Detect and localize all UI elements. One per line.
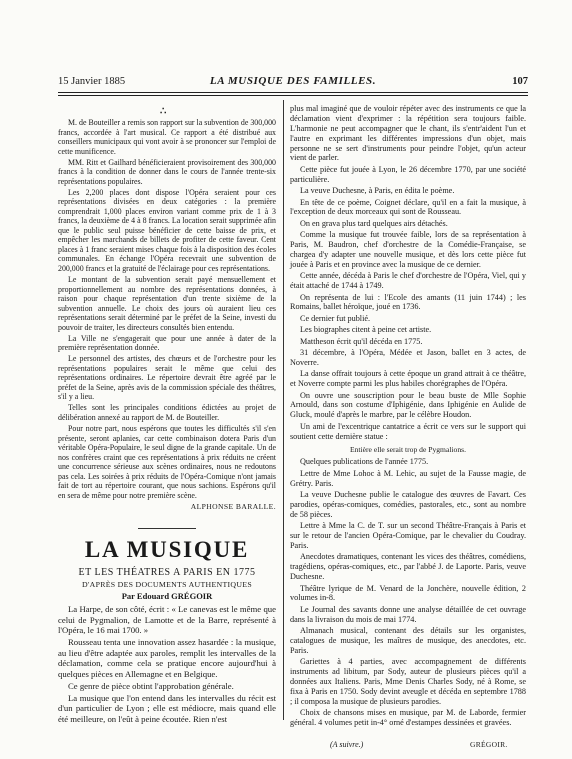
paragraph: Un ami de l'excentrique cantatrice a écrit ce vers sur le support qui soutient cette dernière statue :: [290, 421, 526, 441]
paragraph: Choix de chansons mises en musique, par M. de Laborde, fermier général. 4 volumes petit in-4° orné d'estampes dessinées et gravées.: [290, 708, 526, 728]
paragraph: Les biographes citent à peine cet artiste.: [300, 325, 432, 335]
paragraph: Quelques publications de l'année 1775.: [300, 457, 429, 467]
article-subtitle: ET LES THÉATRES A PARIS EN 1775: [78, 567, 256, 578]
article-divider: [138, 528, 196, 529]
paragraph: On représenta de lui : l'Ecole des amants (11 juin 1744) ; les Romains, ballet héroïque, joué en 1736.: [290, 292, 526, 312]
paragraph: Anecdotes dramatiques, contenant les vices des théâtres, comédiens, tragédiens, opéras-comiques, etc., par l'abbé J. de Laporte. Paris, veuve Duchesne.: [290, 552, 526, 582]
article-body: [58, 604, 276, 726]
author-initial: GRÉGOIR.: [470, 740, 508, 749]
paragraph: La danse offrait toujours à cette époque un grand attrait à ce théâtre, et Noverre compte parmi les plus habiles chorégraphes de l'Opéra.: [290, 369, 526, 389]
paragraph: Telles sont les principales conditions édictées au projet de délibération annexé au rapport de M. de Bouteiller.: [58, 403, 276, 422]
right-column: [290, 104, 526, 730]
paragraph: La musique que l'on entend dans les intervalles du récit est d'un particulier de Lyon ; elle est médiocre, mais quand elle été meilleure, on l'eût à peine écoutée. Rien n'est: [58, 692, 276, 724]
paragraph: La Harpe, de son côté, écrit : « Le canevas est le même que celui de Pygmalion, de Lamotte et de la Barre, représenté à l'Opéra, le 16 mai 1700. »: [58, 604, 276, 635]
paragraph: Lettre à Mme la C. de T. sur un second Théâtre-Français à Paris et sur le retour de l'ancien Opéra-Comique, par le chevalier du Coudray. Paris.: [290, 521, 526, 551]
paragraph: La Ville ne s'engagerait que pour une année à dater de la première représentation donnée.: [58, 333, 276, 353]
journal-title: LA MUSIQUE DES FAMILLES.: [209, 75, 377, 87]
paragraph: Rousseau tenta une innovation assez hasardée : la musique, au lieu d'être adaptée aux paroles, remplit les intervalles de la déclamation, comme cela se pratique encore aujourd'hui à quelques pièces en Allemagne et en Belgique.: [58, 637, 276, 679]
paragraph: Le personnel des artistes, des chœurs et de l'orchestre pour les représentations populaires serait le même que celui des représentations ordinaires. Le répertoire devrait être agréé par le préfet de la Seine, après avis de la commission spéciale des théâtres, s'il y a lieu.: [58, 354, 276, 402]
paragraph: Almanach musical, contenant des détails sur les organistes, catalogues de musique, les maîtres de musique, des anecdotes, etc. Paris.: [290, 626, 526, 655]
paragraph: On en grava plus tard quelques airs détachés.: [300, 218, 448, 228]
quoted-verse: Entière elle serait trop de Pygmalions.: [350, 444, 466, 454]
paragraph: M. de Bouteiller a remis son rapport sur la subvention de 300,000 francs, accordée à l'art musical. Ce rapport a été distribué aux conseillers municipaux qui vont avoir à se prononcer sur l'emploi de cette munificence.: [58, 118, 276, 156]
paragraph: Mattheson écrit qu'il décéda en 1775.: [300, 336, 423, 346]
paragraph: La veuve Duchesne publie le catalogue des œuvres de Favart. Ces parodies, opéras-comiques, comédies, pastorales, etc., sont au nombre de 58 pièces.: [290, 490, 526, 519]
to-be-continued: (A suivre.): [330, 740, 364, 749]
left-column: [58, 118, 276, 511]
paragraph: Gariettes à 4 parties, avec accompagnement de différents instruments ad libitum, par Sody, auteur de plusieurs pièces qu'il a données aux Italiens. Paris, Mme Denis Charles Sody, né à Rome, se fixa à Paris en 1750. Sody devint aveugle et décéda en septembre 1788 ; il composa la musique de plusieurs parodies.: [290, 657, 526, 706]
paragraph: Comme la musique fut trouvée faible, lors de sa représentation à Paris, M. Baudron, chef d'orchestre de la Comédie-Française, se chargea d'y adapter une nouvelle musique, et dès lors cette pièce fut jouée à Paris et en province avec la musique de ce dernier.: [290, 230, 526, 269]
paragraph: Ce genre de pièce obtint l'approbation générale.: [68, 680, 234, 691]
header-rule-2: [58, 95, 528, 96]
issue-date: 15 Janvier 1885: [58, 76, 126, 87]
paragraph: Le Journal des savants donne une analyse détaillée de cet ouvrage dans la livraison du mois de mai 1774.: [290, 604, 526, 624]
header-rule: [58, 92, 528, 93]
paragraph: Les 2,200 places dont dispose l'Opéra seraient pour ces représentations divisées en deux catégories : la première comprendrait 1,000 places environ variant comme prix de 1 à 3 francs, la deuxième de 4 à 8 francs. La location serait supprimée afin que le public seul puisse bénéficier de cette baisse de prix, et empêcher les marchands de billets de profiter de cette faveur. Cent places à 1 franc seraient mises chaque fois à la disposition des écoles communales. En échange l'Opéra recevrait une subvention de 200,000 francs et la gratuité de l'éclairage pour ces représentations.: [58, 187, 276, 273]
paragraph: plus mal imaginé que de vouloir répéter avec des instruments ce que la déclamation vient d'exprimer : la répétition sera toujours faible. L'harmonie ne peut accompagner que le chant, ils s'entr'aident l'un et l'autre en exprimant les différentes impressions d'un objet, mais personne ne se sert d'instruments pour peindre l'objet, qu'un acteur vient de parler.: [290, 104, 526, 163]
paragraph: Lettre de Mme Lohoc à M. Lehic, au sujet de la Fausse magie, de Grétry. Paris.: [290, 468, 526, 488]
paragraph: Cette année, décéda à Paris le chef d'orchestre de l'Opéra, Viel, qui y était attaché de 1744 à 1749.: [290, 271, 526, 291]
article-heading: LA MUSIQUE: [84, 537, 250, 562]
article-byline: Par Edouard GRÉGOIR: [121, 591, 213, 601]
author-signature: ALPHONSE BARALLE.: [190, 501, 276, 511]
paragraph: Le montant de la subvention serait payé mensuellement et proportionnellement au nombre des représentations données, à raison pour chaque représentation d'un trente sixième de la subvention annuelle. Le choix des jours où auraient lieu ces représentations serait déterminé par le préfet de la Seine, investi du pouvoir de traiter, les directeurs consultés bien entendu.: [58, 275, 276, 332]
page-number: 107: [512, 76, 528, 87]
article-source-line: D'APRÈS DES DOCUMENTS AUTHENTIQUES: [82, 580, 252, 589]
paragraph: Cette pièce fut jouée à Lyon, le 26 décembre 1770, par une société particulière.: [290, 164, 526, 184]
paragraph: Théâtre lyrique de M. Venard de la Jonchère, nouvelle édition, 2 volumes in-8.: [290, 583, 526, 603]
paragraph: La veuve Duchesne, à Paris, en édita le poème.: [300, 186, 455, 196]
paragraph: MM. Ritt et Gailhard bénéficieraient provisoirement des 300,000 francs à la condition de donner dans le cours de l'année trente-six représentations populaires.: [58, 157, 276, 186]
paragraph: On ouvre une souscription pour le beau buste de Mlle Sophie Arnould, dans son costume d'Iphigénie, dans Iphigénie en Aulide de Gluck, moulé d'après le marbre, par le célèbre Houdon.: [290, 390, 526, 420]
paragraph: En tête de ce poème, Coignet déclare, qu'il en a fait la musique, à l'exception de deux morceaux qui sont de Rousseau.: [290, 197, 526, 217]
section-separator: ∴: [160, 106, 167, 117]
paragraph: Pour notre part, nous espérons que toutes les difficultés s'il s'en présente, seront aplanies, car cette combinaison dotera Paris d'un véritable Opéra-Populaire, le seul digne de la grande capitale. Un de nos confrères craint que ces représentations à prix réduits ne créent une concurrence sérieuse aux scènes ordinaires, nous ne redoutons pas cela. Les soirées à prix réduits de l'Opéra-Comique n'ont jamais fait de tort au répertoire courant, que nous sachions. Espérons qu'il en sera de même pour notre première scène.: [58, 423, 276, 500]
page-header: [58, 74, 528, 90]
paragraph: 31 décembre, à l'Opéra, Médée et Jason, ballet en 3 actes, de Noverre.: [290, 347, 526, 367]
paragraph: Ce dernier fut publié.: [300, 313, 371, 323]
column-divider: [283, 100, 284, 720]
